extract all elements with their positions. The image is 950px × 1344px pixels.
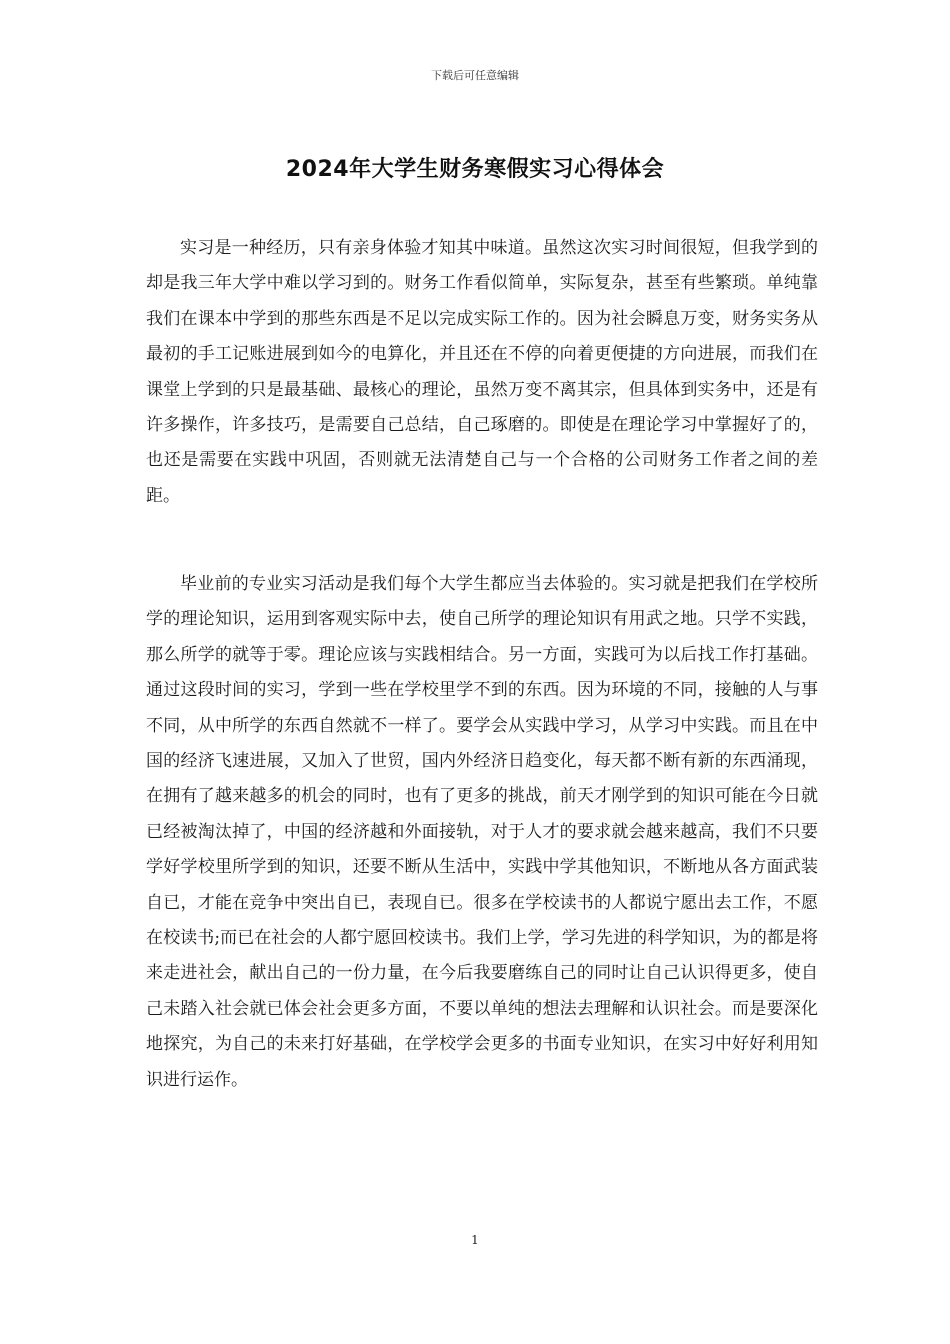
paragraph-2: 毕业前的专业实习活动是我们每个大学生都应当去体验的。实习就是把我们在学校所学的理论知识，运用到客观实际中去，使自己所学的理论知识有用武之地。只学不实践，那么所学的就等于零。理论应该与实践相结合。另一方面，实践可为以后找工作打基础。通过这段时间的实习，学到一些在学校里学不到的东西。因为环境的不同，接触的人与事不同，从中所学的东西自然就不一样了。要学会从实践中学习，从学习中实践。而且在中国的经济飞速进展，又加入了世贸，国内外经济日趋变化，每天都不断有新的东西涌现，在拥有了越来越多的机会的同时，也有了更多的挑战，前天才刚学到的知识可能在今日就已经被淘汰掉了，中国的经济越和外面接轨，对于人才的要求就会越来越高，我们不只要学好学校里所学到的知识，还要不断从生活中，实践中学其他知识，不断地从各方面武装自已，才能在竞争中突出自已，表现自已。很多在学校读书的人都说宁愿出去工作，不愿在校读书;而已在社会的人都宁愿回校读书。我们上学，学习先进的科学知识，为的都是将来走进社会，献出自己的一份力量，在今后我要磨练自己的同时让自己认识得更多，使自己未踏入社会就已体会社会更多方面，不要以单纯的想法去理解和认识社会。而是要深化地探究，为自己的未来打好基础，在学校学会更多的书面专业知识，在实习中好好利用知识进行运作。 <box>146 574 818 1090</box>
paragraph-2-block <box>146 567 818 1098</box>
page-number: 1 <box>471 1233 479 1247</box>
paragraph-1: 实习是一种经历，只有亲身体验才知其中味道。虽然这次实习时间很短，但我学到的却是我三年大学中难以学习到的。财务工作看似简单，实际复杂，甚至有些繁琐。单纯靠我们在课本中学到的那些东西是不足以完成实际工作的。因为社会瞬息万变，财务实务从最初的手工记账进展到如今的电算化，并且还在不停的向着更便捷的方向进展，而我们在课堂上学到的只是最基础、最核心的理论，虽然万变不离其宗，但具体到实务中，还是有许多操作，许多技巧，是需要自己总结，自己琢磨的。即使是在理论学习中掌握好了的，也还是需要在实践中巩固，否则就无法清楚自己与一个合格的公司财务工作者之间的差距。 <box>146 238 818 506</box>
paragraph-1-block <box>146 231 818 514</box>
document-title: 2024年大学生财务寒假实习心得体会 <box>285 157 665 182</box>
header-note: 下载后可任意编辑 <box>431 69 519 82</box>
